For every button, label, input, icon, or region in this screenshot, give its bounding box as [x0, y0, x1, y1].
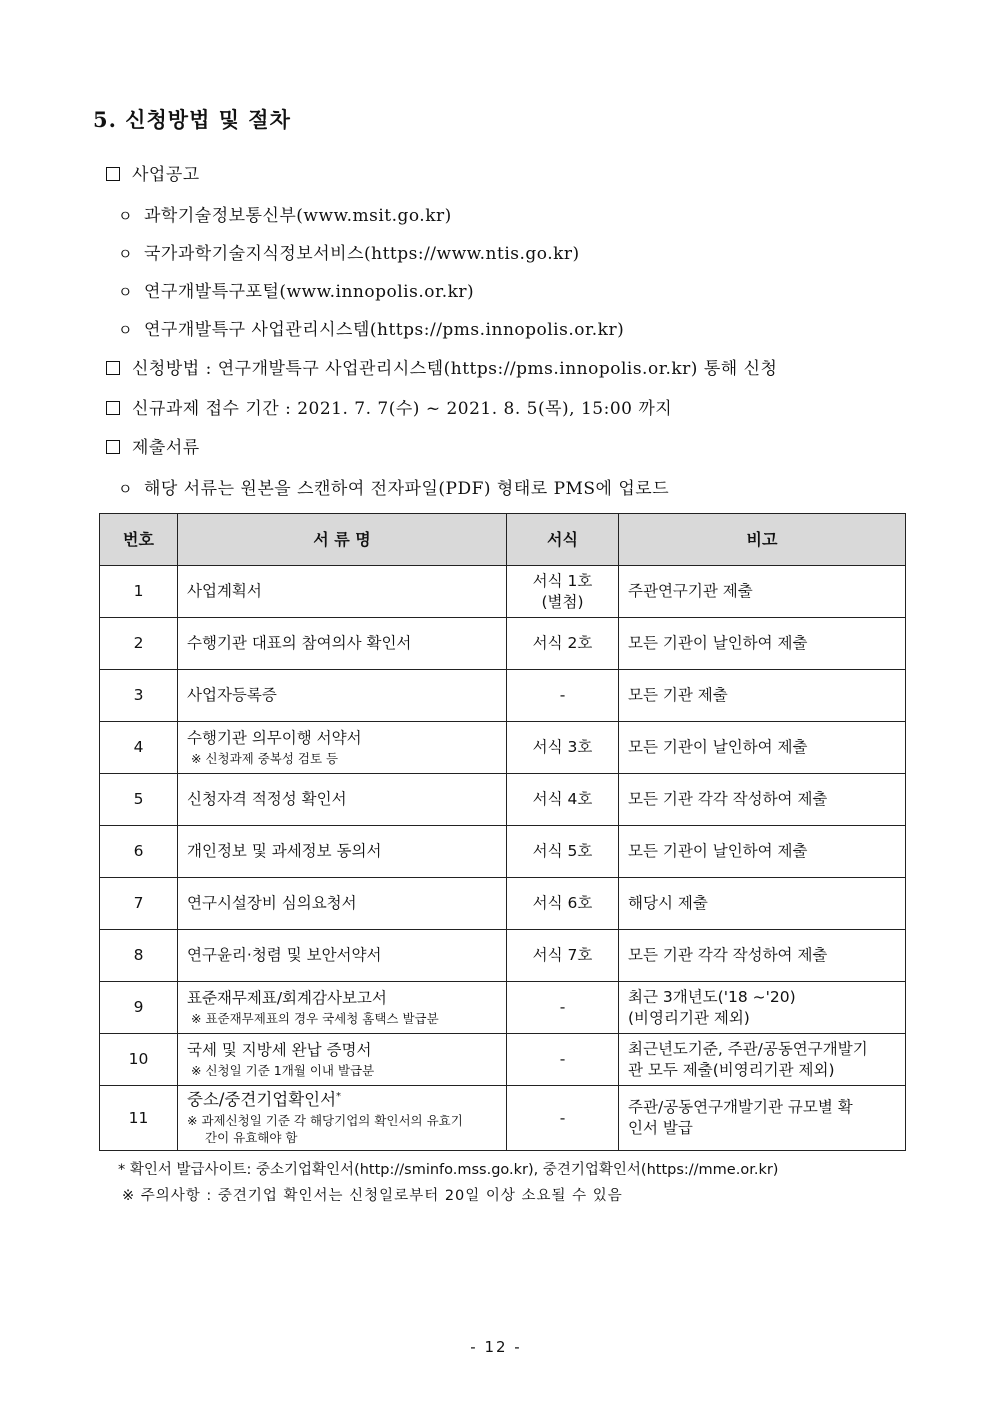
cell-name: 사업계획서 [178, 566, 507, 618]
page-number: - 12 - [470, 1338, 522, 1356]
cell-name: 중소/중견기업확인서* ※ 과제신청일 기준 각 해당기업의 확인서의 유효기 간이 유효해야 함 [178, 1086, 507, 1151]
cell-remark: 모든 기관 각각 작성하여 제출 [619, 930, 906, 982]
cell-form: - [507, 1034, 619, 1086]
cell-form: 서식 5호 [507, 826, 619, 878]
cell-note: ※ 신청과제 중복성 검토 등 [191, 750, 339, 766]
cell-remark: 주관연구기관 제출 [619, 566, 906, 618]
cell-no: 6 [100, 826, 178, 878]
cell-remark: 해당시 제출 [619, 878, 906, 930]
cell-note: ※ 신청일 기준 1개월 이내 발급분 [191, 1062, 375, 1078]
cell-remark: 모든 기관 각각 작성하여 제출 [619, 774, 906, 826]
cell-remark: 모든 기관이 날인하여 제출 [619, 618, 906, 670]
announcement-label: 사업공고 [106, 160, 200, 185]
table-row [100, 982, 906, 1034]
cell-form: 서식 7호 [507, 930, 619, 982]
announcement-item-1: ㅇ 과학기술정보통신부(www.msit.go.kr) [118, 206, 452, 226]
table-row [100, 566, 906, 618]
application-method: 신청방법 : 연구개발특구 사업관리시스템(https://pms.innopolis.or.kr) 통해 신청 [106, 354, 777, 379]
cell-name: 연구윤리·청렴 및 보안서약서 [178, 930, 507, 982]
circle-bullet-icon: ㅇ [118, 207, 133, 225]
table-row [100, 1086, 906, 1151]
table-row [100, 826, 906, 878]
table-row [100, 670, 906, 722]
announcement-item-4: ㅇ 연구개발특구 사업관리시스템(https://pms.innopolis.or.kr) [118, 320, 625, 340]
table-row [100, 618, 906, 670]
application-period: 신규과제 접수 기간 : 2021. 7. 7(수) ~ 2021. 8. 5(목), 15:00 까지 [106, 394, 672, 419]
cell-form: 서식 1호 (별첨) [507, 566, 619, 618]
table-header-row [100, 514, 906, 566]
table-row [100, 1034, 906, 1086]
cell-name: 수행기관 의무이행 서약서 ※ 신청과제 중복성 검토 등 [178, 722, 507, 774]
cell-name: 연구시설장비 심의요청서 [178, 878, 507, 930]
table-row [100, 930, 906, 982]
cell-no: 11 [100, 1086, 178, 1151]
table-body [100, 566, 906, 1151]
cell-no: 7 [100, 878, 178, 930]
cell-form: - [507, 670, 619, 722]
checkbox-square-icon [106, 167, 120, 181]
table-row [100, 722, 906, 774]
cell-form: 서식 3호 [507, 722, 619, 774]
cell-no: 10 [100, 1034, 178, 1086]
cell-form: 서식 2호 [507, 618, 619, 670]
documents-table [99, 513, 906, 1151]
announcement-item-3: ㅇ 연구개발특구포털(www.innopolis.or.kr) [118, 282, 475, 302]
cell-name: 사업자등록증 [178, 670, 507, 722]
cell-remark: 모든 기관이 날인하여 제출 [619, 722, 906, 774]
cell-remark: 최근년도기준, 주관/공동연구개발기 관 모두 제출(비영리기관 제외) [619, 1034, 906, 1086]
checkbox-square-icon [106, 440, 120, 454]
table-row [100, 774, 906, 826]
circle-bullet-icon: ㅇ [118, 480, 133, 498]
checkbox-square-icon [106, 401, 120, 415]
documents-item: ㅇ 해당 서류는 원본을 스캔하여 전자파일(PDF) 형태로 PMS에 업로드 [118, 479, 670, 499]
cell-no: 2 [100, 618, 178, 670]
cell-name: 개인정보 및 과세정보 동의서 [178, 826, 507, 878]
cell-form: 서식 4호 [507, 774, 619, 826]
section-heading: 5. 신청방법 및 절차 [93, 107, 291, 132]
cell-remark: 최근 3개년도('18 ~'20) (비영리기관 제외) [619, 982, 906, 1034]
header-no: 번호 [100, 514, 178, 566]
checkbox-square-icon [106, 361, 120, 375]
documents-label: 제출서류 [106, 433, 200, 458]
header-remark: 비고 [619, 514, 906, 566]
cell-form: - [507, 1086, 619, 1151]
header-name: 서 류 명 [178, 514, 507, 566]
announcement-item-2: ㅇ 국가과학기술지식정보서비스(https://www.ntis.go.kr) [118, 244, 580, 264]
cell-name: 표준재무제표/회계감사보고서 ※ 표준재무제표의 경우 국세청 홈택스 발급분 [178, 982, 507, 1034]
cell-name: 수행기관 대표의 참여의사 확인서 [178, 618, 507, 670]
footnote-site: * 확인서 발급사이트: 중소기업확인서(http://sminfo.mss.go.kr), 중견기업확인서(https://mme.or.kr) [118, 1162, 779, 1178]
cell-remark: 모든 기관 제출 [619, 670, 906, 722]
cell-no: 4 [100, 722, 178, 774]
circle-bullet-icon: ㅇ [118, 245, 133, 263]
cell-form: - [507, 982, 619, 1034]
cell-no: 8 [100, 930, 178, 982]
cell-name: 국세 및 지방세 완납 증명서 ※ 신청일 기준 1개월 이내 발급분 [178, 1034, 507, 1086]
cell-note: ※ 과제신청일 기준 각 해당기업의 확인서의 유효기 간이 유효해야 함 [187, 1113, 463, 1146]
cell-no: 5 [100, 774, 178, 826]
cell-no: 1 [100, 566, 178, 618]
cell-remark: 모든 기관이 날인하여 제출 [619, 826, 906, 878]
cell-no: 9 [100, 982, 178, 1034]
cell-note: ※ 표준재무제표의 경우 국세청 홈택스 발급분 [191, 1010, 439, 1026]
header-form: 서식 [507, 514, 619, 566]
table-row [100, 878, 906, 930]
cell-remark: 주관/공동연구개발기관 규모별 확 인서 발급 [619, 1086, 906, 1151]
circle-bullet-icon: ㅇ [118, 321, 133, 339]
footnote-caution: ※ 주의사항 : 중견기업 확인서는 신청일로부터 20일 이상 소요될 수 있음 [122, 1188, 623, 1204]
circle-bullet-icon: ㅇ [118, 283, 133, 301]
cell-name: 신청자격 적정성 확인서 [178, 774, 507, 826]
cell-form: 서식 6호 [507, 878, 619, 930]
cell-no: 3 [100, 670, 178, 722]
